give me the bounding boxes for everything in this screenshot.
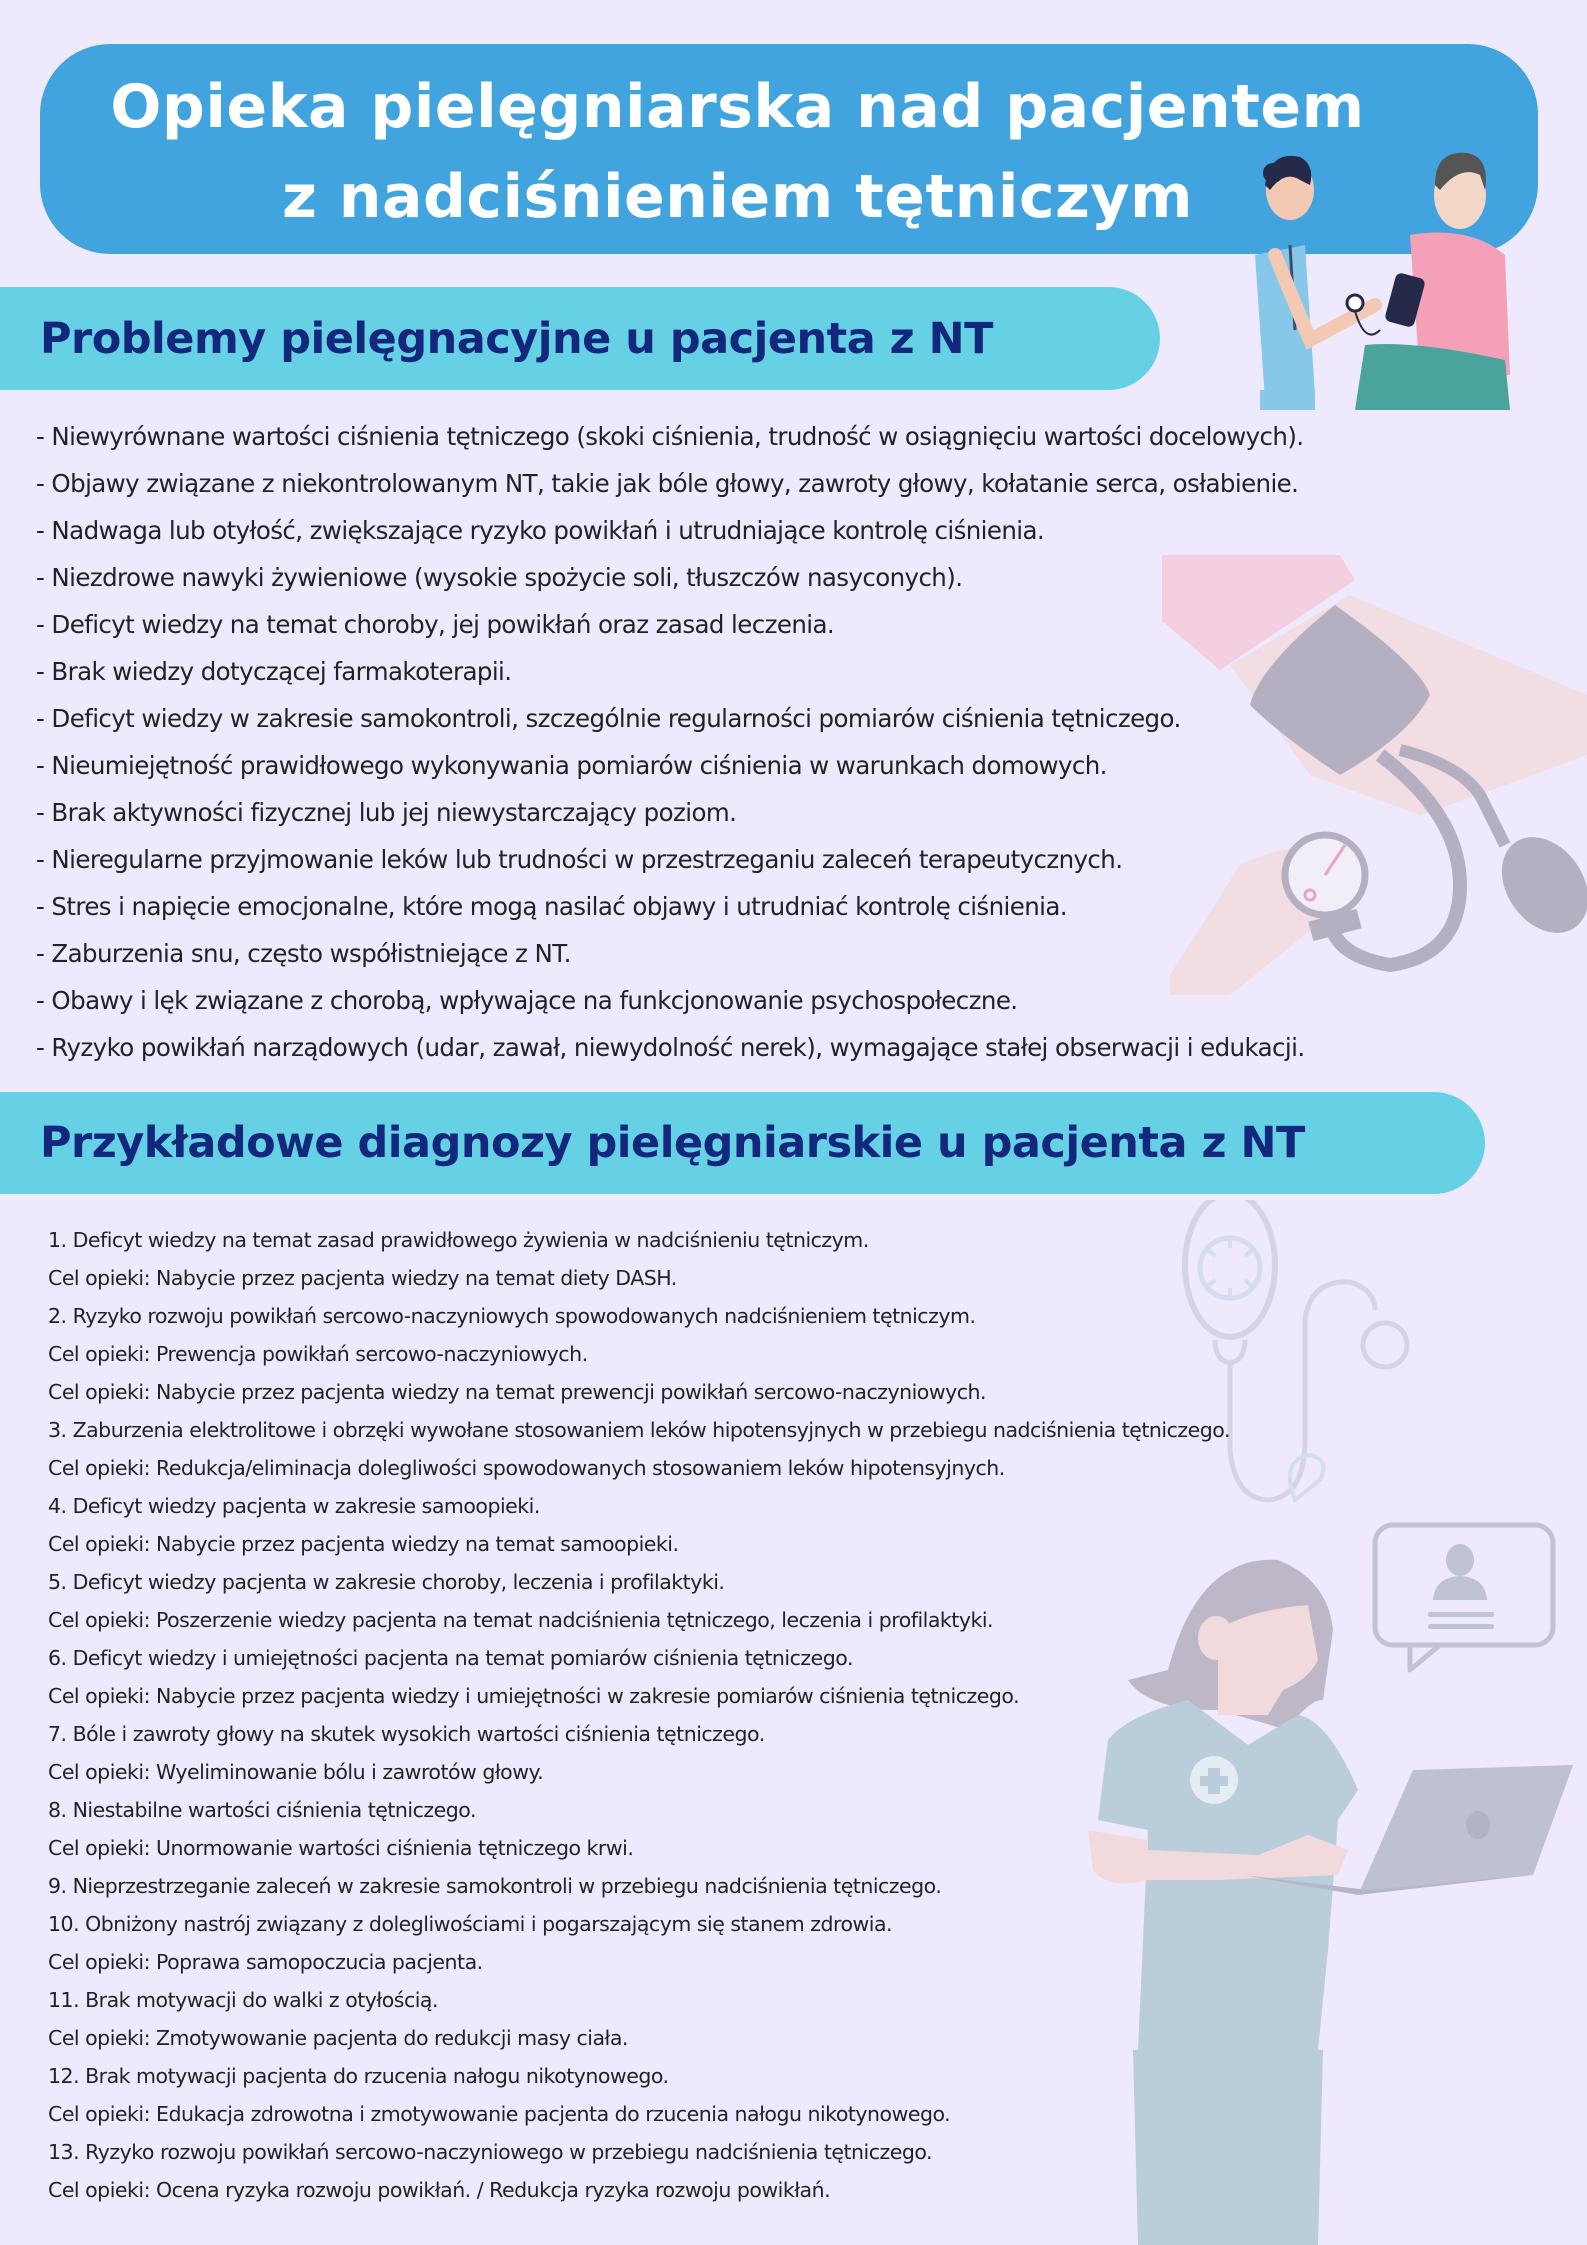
list-item: - Nadwaga lub otyłość, zwiększające ryzyko powikłań i utrudniające kontrolę ciśnienia. [36, 516, 1045, 545]
list-item: 13. Ryzyko rozwoju powikłań sercowo-naczyniowego w przebiegu nadciśnienia tętniczego. [48, 2140, 933, 2164]
title-line-2: z nadciśnieniem tętniczym [281, 162, 1194, 232]
list-item: 11. Brak motywacji do walki z otyłością. [48, 1988, 439, 2012]
list-item: - Deficyt wiedzy na temat choroby, jej powikłań oraz zasad leczenia. [36, 610, 835, 639]
title-line-1: Opieka pielęgniarska nad pacjentem [110, 72, 1365, 142]
list-item: 3. Zaburzenia elektrolitowe i obrzęki wywołane stosowaniem leków hipotensyjnych w przebiegu nadciśnienia tętniczego. [48, 1418, 1230, 1442]
list-item: - Nieregularne przyjmowanie leków lub trudności w przestrzeganiu zaleceń terapeutycznych. [36, 845, 1123, 874]
list-item: - Nieumiejętność prawidłowego wykonywania pomiarów ciśnienia w warunkach domowych. [36, 751, 1107, 780]
list-item: Cel opieki: Poprawa samopoczucia pacjenta. [48, 1950, 483, 1974]
list-item: 12. Brak motywacji pacjenta do rzucenia nałogu nikotynowego. [48, 2064, 669, 2088]
list-item: Cel opieki: Zmotywowanie pacjenta do redukcji masy ciała. [48, 2026, 628, 2050]
list-item: 2. Ryzyko rozwoju powikłań sercowo-naczyniowych spowodowanych nadciśnieniem tętniczym. [48, 1304, 976, 1328]
list-item: 10. Obniżony nastrój związany z dolegliwościami i pogarszającym się stanem zdrowia. [48, 1912, 893, 1936]
list-item: 8. Niestabilne wartości ciśnienia tętniczego. [48, 1798, 476, 1822]
list-item: - Zaburzenia snu, często współistniejące z NT. [36, 939, 571, 968]
list-item: Cel opieki: Unormowanie wartości ciśnienia tętniczego krwi. [48, 1836, 634, 1860]
section-title-diagnoses: Przykładowe diagnozy pielęgniarskie u pacjenta z NT [40, 1118, 1305, 1168]
list-item: - Niezdrowe nawyki żywieniowe (wysokie spożycie soli, tłuszczów nasyconych). [36, 563, 963, 592]
list-item: - Brak wiedzy dotyczącej farmakoterapii. [36, 657, 512, 686]
list-item: - Ryzyko powikłań narządowych (udar, zawał, niewydolność nerek), wymagające stałej obserwacji i edukacji. [36, 1033, 1305, 1062]
list-item: Cel opieki: Wyeliminowanie bólu i zawrotów głowy. [48, 1760, 544, 1784]
list-item: Cel opieki: Nabycie przez pacjenta wiedzy na temat samoopieki. [48, 1532, 679, 1556]
section-header-diagnoses [0, 1092, 1485, 1194]
list-item: - Stres i napięcie emocjonalne, które mogą nasilać objawy i utrudniać kontrolę ciśnienia. [36, 892, 1067, 921]
list-item: 1. Deficyt wiedzy na temat zasad prawidłowego żywienia w nadciśnieniu tętniczym. [48, 1228, 869, 1252]
problems-list [36, 413, 1566, 1071]
list-item: Cel opieki: Nabycie przez pacjenta wiedzy na temat prewencji powikłań sercowo-naczyniowych. [48, 1380, 987, 1404]
list-item: 7. Bóle i zawroty głowy na skutek wysokich wartości ciśnienia tętniczego. [48, 1722, 765, 1746]
list-item: Cel opieki: Edukacja zdrowotna i zmotywowanie pacjenta do rzucenia nałogu nikotynowego. [48, 2102, 951, 2126]
list-item: Cel opieki: Poszerzenie wiedzy pacjenta na temat nadciśnienia tętniczego, leczenia i profilaktyki. [48, 1608, 994, 1632]
list-item: - Brak aktywności fizycznej lub jej niewystarczający poziom. [36, 798, 737, 827]
list-item: 6. Deficyt wiedzy i umiejętności pacjenta na temat pomiarów ciśnienia tętniczego. [48, 1646, 853, 1670]
section-header-problems [0, 287, 1160, 390]
list-item: Cel opieki: Nabycie przez pacjenta wiedzy na temat diety DASH. [48, 1266, 677, 1290]
diagnoses-list [48, 1221, 1528, 2209]
nurse-measuring-blood-pressure-icon [1215, 145, 1515, 410]
list-item: Cel opieki: Prewencja powikłań sercowo-naczyniowych. [48, 1342, 588, 1366]
list-item: - Objawy związane z niekontrolowanym NT, takie jak bóle głowy, zawroty głowy, kołatanie serca, osłabienie. [36, 469, 1299, 498]
section-title-problems: Problemy pielęgnacyjne u pacjenta z NT [40, 313, 993, 364]
list-item: Cel opieki: Redukcja/eliminacja dolegliwości spowodowanych stosowaniem leków hipotensyjnych. [48, 1456, 1005, 1480]
list-item: 5. Deficyt wiedzy pacjenta w zakresie choroby, leczenia i profilaktyki. [48, 1570, 725, 1594]
list-item: Cel opieki: Ocena ryzyka rozwoju powikłań. / Redukcja ryzyka rozwoju powikłań. [48, 2178, 831, 2202]
list-item: - Deficyt wiedzy w zakresie samokontroli, szczególnie regularności pomiarów ciśnienia tętniczego. [36, 704, 1181, 733]
list-item: 9. Nieprzestrzeganie zaleceń w zakresie samokontroli w przebiegu nadciśnienia tętniczego. [48, 1874, 942, 1898]
list-item: Cel opieki: Nabycie przez pacjenta wiedzy i umiejętności w zakresie pomiarów ciśnienia tętniczego. [48, 1684, 1020, 1708]
list-item: 4. Deficyt wiedzy pacjenta w zakresie samoopieki. [48, 1494, 540, 1518]
list-item: - Obawy i lęk związane z chorobą, wpływające na funkcjonowanie psychospołeczne. [36, 986, 1018, 1015]
list-item: - Niewyrównane wartości ciśnienia tętniczego (skoki ciśnienia, trudność w osiągnięciu wartości docelowych). [36, 422, 1304, 451]
